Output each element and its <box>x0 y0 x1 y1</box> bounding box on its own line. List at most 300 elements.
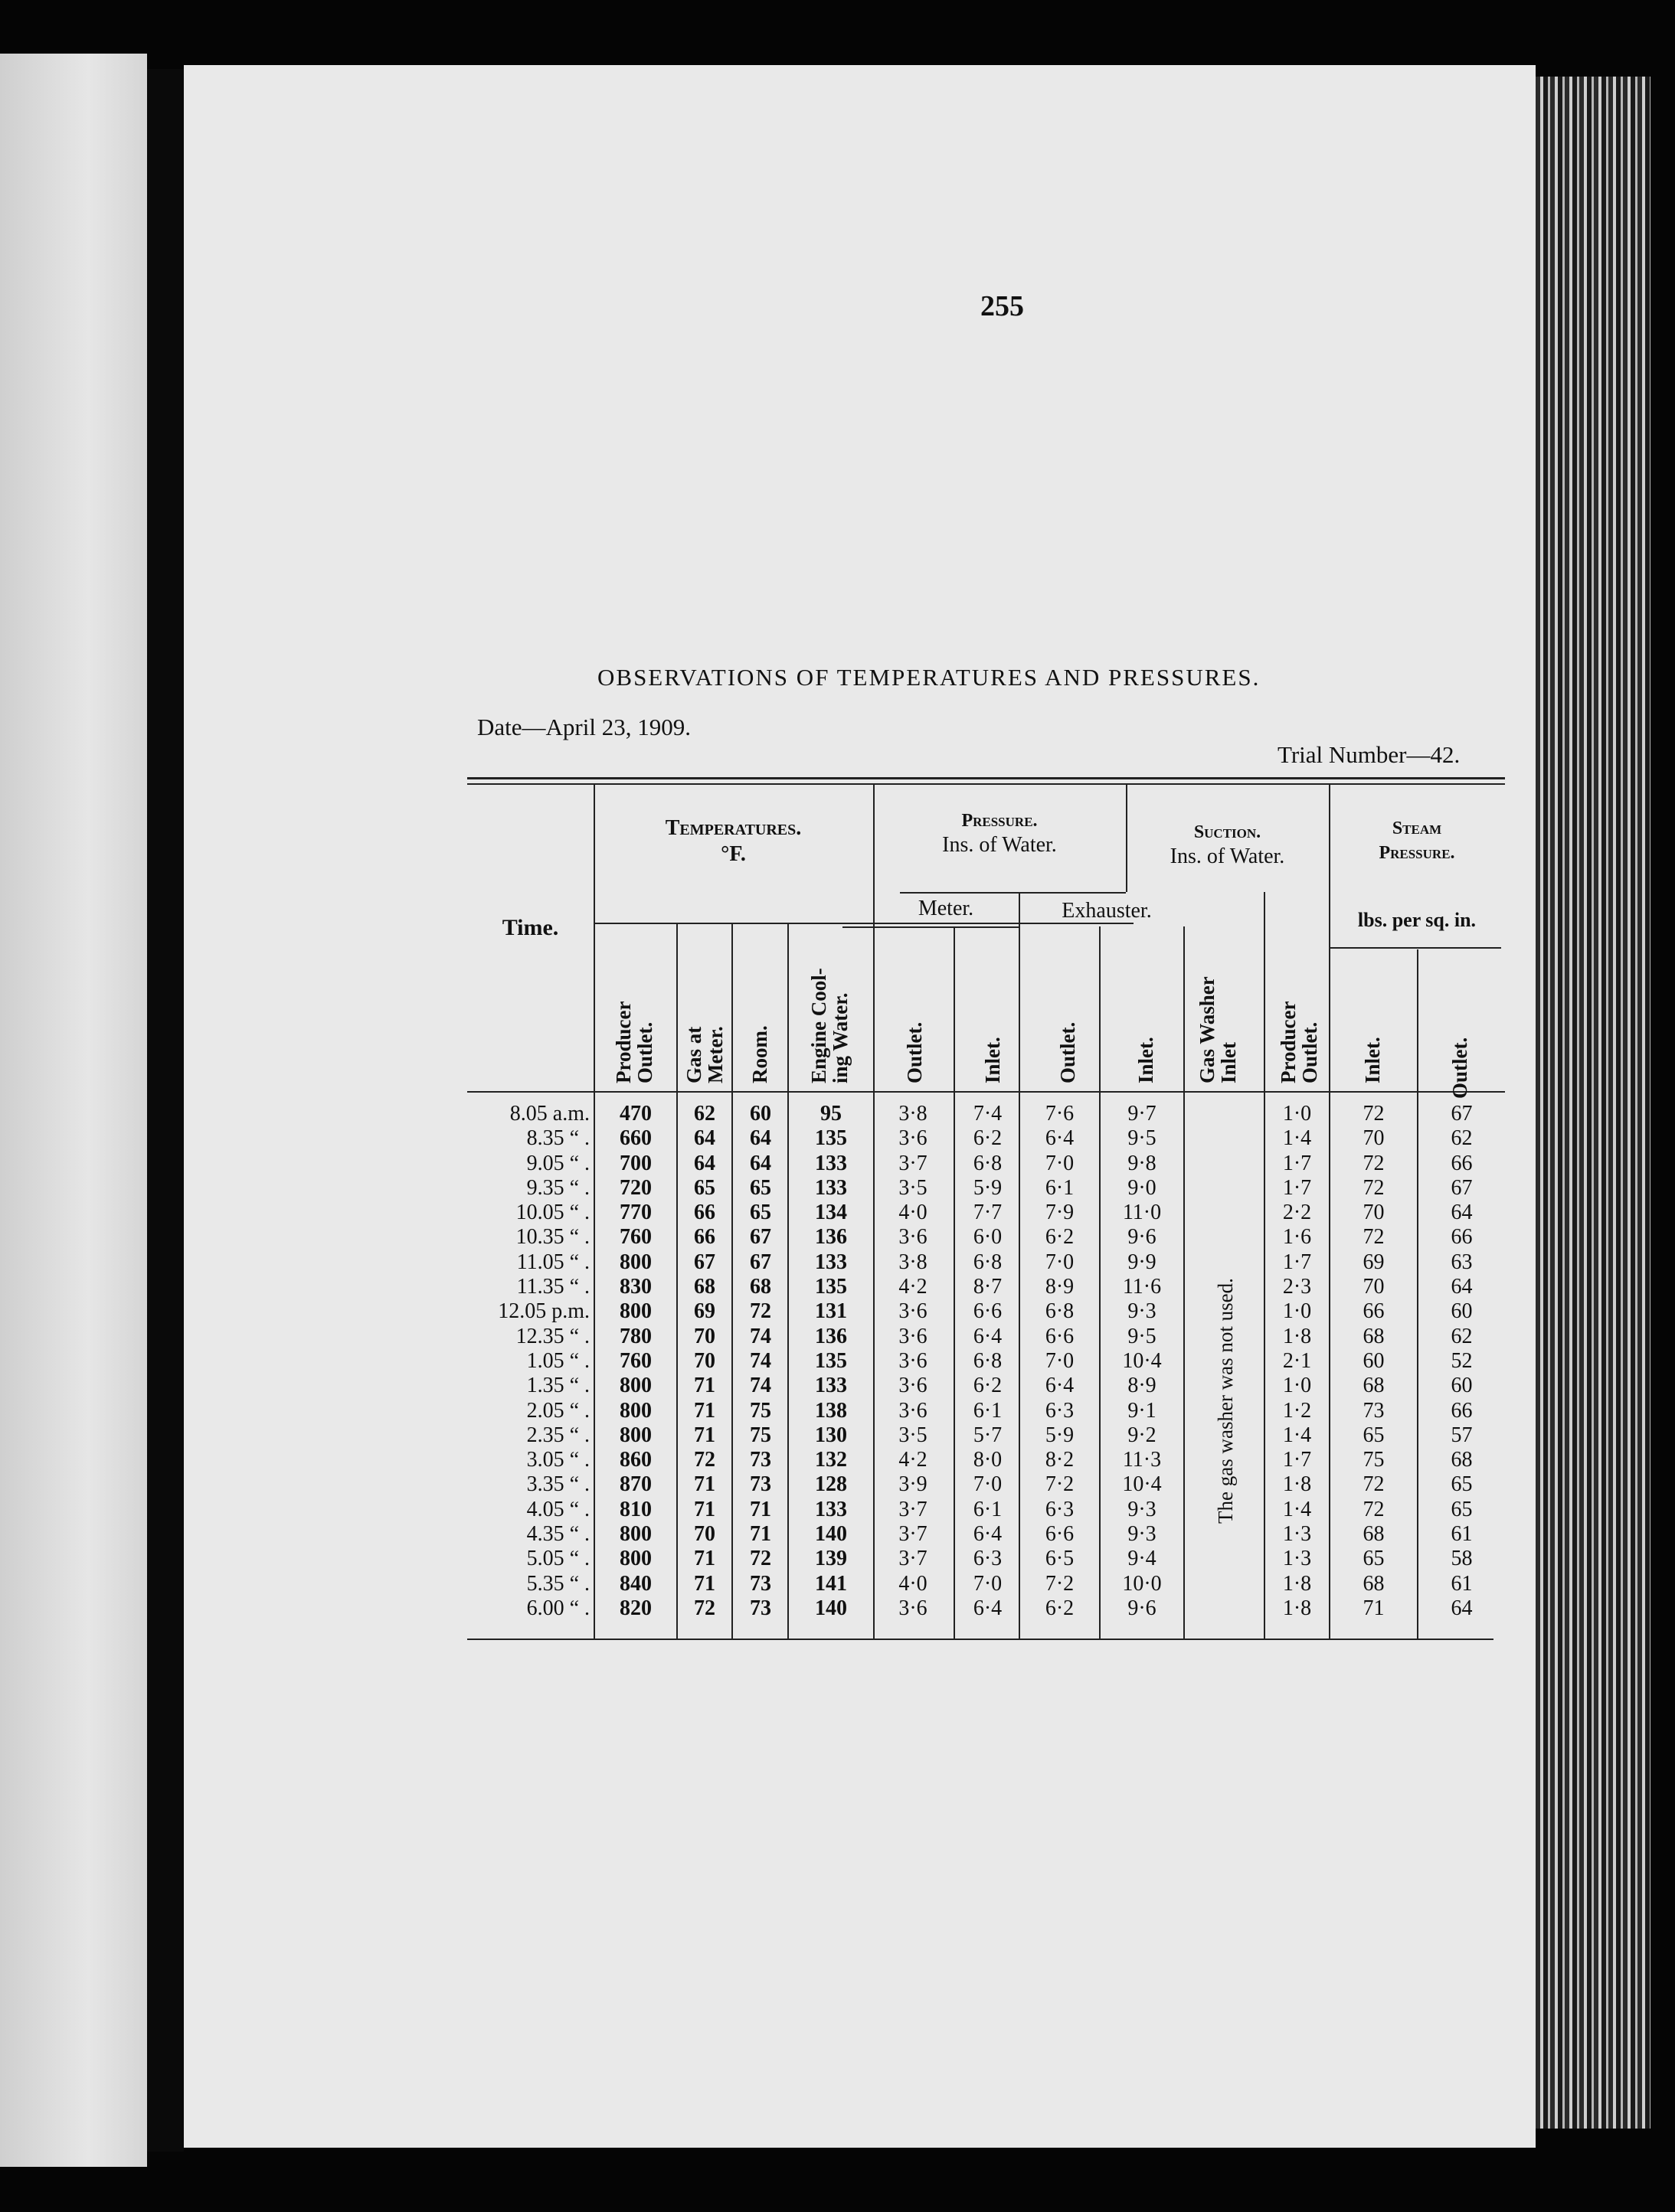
page-number: 255 <box>980 290 1024 322</box>
table-cell: 64 <box>1451 1275 1473 1299</box>
table-cell: 133 <box>815 1497 847 1521</box>
table-cell: 71 <box>694 1398 715 1423</box>
table-cell: 1·4 <box>1282 1423 1312 1447</box>
table-cell: 7·0 <box>1045 1151 1075 1175</box>
table-cell: 6·2 <box>973 1126 1003 1151</box>
table-cell: 60 <box>750 1102 771 1126</box>
table-cell: 68 <box>1363 1324 1385 1348</box>
table-cell: 1·7 <box>1282 1175 1312 1200</box>
header-suction-unit: Ins. of Water. <box>1170 845 1285 868</box>
table-cell: 660 <box>620 1126 652 1151</box>
header-meter: Meter. <box>918 897 974 920</box>
table-cell: 4·2 <box>898 1275 927 1299</box>
header-divider-2 <box>900 892 1126 894</box>
table-cell: 6·2 <box>1045 1225 1075 1250</box>
table-cell: 68 <box>1363 1571 1385 1596</box>
table-cell: 470 <box>620 1102 652 1126</box>
table-cell: 7·0 <box>1045 1348 1075 1373</box>
table-cell: 9·2 <box>1127 1423 1156 1447</box>
table-cell: 1.35 “ . <box>526 1374 590 1398</box>
table-cell: 67 <box>1451 1175 1473 1200</box>
table-cell: 5.05 “ . <box>526 1547 590 1571</box>
header-pressure: Pressure. <box>961 811 1038 831</box>
table-cell: 810 <box>620 1497 652 1521</box>
table-cell: 74 <box>750 1324 771 1348</box>
table-cell: 70 <box>694 1324 715 1348</box>
table-cell: 71 <box>1363 1596 1385 1620</box>
subheader-steam-outlet: Outlet. <box>1448 1037 1471 1099</box>
table-cell: 6.00 “ . <box>526 1596 590 1620</box>
table-cell: 95 <box>820 1102 842 1126</box>
observations-table <box>467 777 1505 1650</box>
table-cell: 9·7 <box>1127 1102 1156 1126</box>
table-cell: 73 <box>750 1472 771 1497</box>
table-cell: 68 <box>1363 1522 1385 1547</box>
table-cell: 6·8 <box>973 1250 1003 1274</box>
subheader-exhauster-inlet: Inlet. <box>1134 1037 1157 1083</box>
table-cell: 9·5 <box>1127 1324 1156 1348</box>
table-cell: 3·6 <box>898 1596 927 1620</box>
table-cell: 72 <box>1363 1102 1385 1126</box>
table-cell: 135 <box>815 1348 847 1373</box>
table-cell: 780 <box>620 1324 652 1348</box>
table-cell: 9·5 <box>1127 1126 1156 1151</box>
table-cell: 6·1 <box>973 1497 1003 1521</box>
table-cell: 1·7 <box>1282 1151 1312 1175</box>
table-cell: 6·3 <box>973 1547 1003 1571</box>
book-gutter <box>147 69 184 2152</box>
table-cell: 9·9 <box>1127 1250 1156 1274</box>
table-cell: 68 <box>1363 1374 1385 1398</box>
table-cell: 68 <box>750 1275 771 1299</box>
table-cell: 1·3 <box>1282 1547 1312 1571</box>
table-cell: 5·7 <box>973 1423 1003 1447</box>
table-cell: 68 <box>694 1275 715 1299</box>
table-cell: 72 <box>1363 1175 1385 1200</box>
header-suction: Suction. <box>1193 822 1261 842</box>
table-cell: 3·6 <box>898 1126 927 1151</box>
table-cell: 133 <box>815 1175 847 1200</box>
table-cell: 11·6 <box>1122 1275 1162 1299</box>
table-cell: 6·2 <box>973 1374 1003 1398</box>
table-cell: 74 <box>750 1374 771 1398</box>
table-cell: 71 <box>750 1522 771 1547</box>
table-cell: 72 <box>1363 1497 1385 1521</box>
table-cell: 8·9 <box>1127 1374 1156 1398</box>
table-cell: 134 <box>815 1201 847 1225</box>
table-cell: 1·3 <box>1282 1522 1312 1547</box>
table-cell: 138 <box>815 1398 847 1423</box>
table-cell: 133 <box>815 1374 847 1398</box>
table-cell: 132 <box>815 1448 847 1472</box>
table-cell: 58 <box>1451 1547 1473 1571</box>
vrule-3 <box>731 924 733 1639</box>
table-cell: 7·0 <box>973 1571 1003 1596</box>
trial-number: Trial Number—42. <box>1278 741 1461 768</box>
vrule-1 <box>594 785 595 1639</box>
table-bottom-rule <box>467 1639 1493 1640</box>
table-cell: 11·0 <box>1122 1201 1162 1225</box>
table-cell: 760 <box>620 1225 652 1250</box>
table-cell: 2.35 “ . <box>526 1423 590 1447</box>
table-cell: 70 <box>1363 1201 1385 1225</box>
table-cell: 62 <box>1451 1324 1473 1348</box>
table-cell: 60 <box>1451 1299 1473 1324</box>
table-cell: 3·6 <box>898 1225 927 1250</box>
table-cell: 6·6 <box>1045 1324 1075 1348</box>
table-cell: 71 <box>694 1472 715 1497</box>
table-cell: 61 <box>1451 1522 1473 1547</box>
subheader-room: Room. <box>748 1025 771 1083</box>
table-cell: 69 <box>694 1299 715 1324</box>
table-cell: 65 <box>1451 1472 1473 1497</box>
table-cell: 133 <box>815 1151 847 1175</box>
table-cell: 68 <box>1451 1448 1473 1472</box>
table-cell: 1·0 <box>1282 1374 1312 1398</box>
table-cell: 70 <box>1363 1275 1385 1299</box>
table-cell: 5·9 <box>973 1175 1003 1200</box>
table-cell: 1·0 <box>1282 1299 1312 1324</box>
header-exhauster: Exhauster. <box>1062 899 1152 923</box>
table-cell: 62 <box>1451 1126 1473 1151</box>
table-cell: 73 <box>750 1571 771 1596</box>
table-cell: 67 <box>750 1250 771 1274</box>
table-cell: 73 <box>750 1448 771 1472</box>
document-title: OBSERVATIONS OF TEMPERATURES AND PRESSURES. <box>597 664 1261 691</box>
table-cell: 8·0 <box>973 1448 1003 1472</box>
table-cell: 3·7 <box>898 1497 927 1521</box>
table-cell: 64 <box>750 1126 771 1151</box>
table-cell: 67 <box>750 1225 771 1250</box>
table-cell: 3·7 <box>898 1522 927 1547</box>
table-cell: 11.35 “ . <box>516 1275 590 1299</box>
table-cell: 3·8 <box>898 1102 927 1126</box>
column-producer-outlet <box>597 1102 674 1621</box>
table-cell: 800 <box>620 1522 652 1547</box>
table-cell: 6·6 <box>1045 1522 1075 1547</box>
table-cell: 135 <box>815 1275 847 1299</box>
table-cell: 8·9 <box>1045 1275 1075 1299</box>
table-cell: 65 <box>750 1201 771 1225</box>
table-cell: 9·8 <box>1127 1151 1156 1175</box>
table-cell: 4·0 <box>898 1201 927 1225</box>
table-cell: 10·4 <box>1122 1472 1162 1497</box>
table-cell: 66 <box>1451 1398 1473 1423</box>
column-exhauster-inlet <box>1101 1102 1183 1621</box>
subheader-exhauster-outlet: Outlet. <box>1056 1021 1079 1083</box>
table-cell: 10.35 “ . <box>515 1225 590 1250</box>
table-cell: 7·2 <box>1045 1472 1075 1497</box>
table-cell: 1·8 <box>1282 1596 1312 1620</box>
table-cell: 800 <box>620 1374 652 1398</box>
table-cell: 870 <box>620 1472 652 1497</box>
table-cell: 6·4 <box>973 1324 1003 1348</box>
subheader-engine-cooling-water: Engine Cool- ing Water. <box>807 968 852 1083</box>
header-bottom-rule <box>467 1091 1505 1093</box>
table-cell: 3·7 <box>898 1547 927 1571</box>
table-cell: 65 <box>1363 1547 1385 1571</box>
table-cell: 66 <box>694 1201 715 1225</box>
table-cell: 64 <box>694 1126 715 1151</box>
table-cell: 12.35 “ . <box>515 1324 590 1348</box>
column-engine-cooling-water <box>789 1102 873 1621</box>
table-cell: 4.05 “ . <box>526 1497 590 1521</box>
table-cell: 6·2 <box>1045 1596 1075 1620</box>
table-cell: 3.05 “ . <box>526 1448 590 1472</box>
table-cell: 66 <box>1451 1225 1473 1250</box>
table-cell: 141 <box>815 1571 847 1596</box>
table-cell: 6·5 <box>1045 1547 1075 1571</box>
table-cell: 128 <box>815 1472 847 1497</box>
table-cell: 3·6 <box>898 1299 927 1324</box>
subheader-steam-inlet: Inlet. <box>1361 1037 1384 1083</box>
table-cell: 72 <box>1363 1225 1385 1250</box>
table-cell: 6·4 <box>973 1522 1003 1547</box>
table-cell: 3·6 <box>898 1374 927 1398</box>
table-cell: 9.35 “ . <box>526 1175 590 1200</box>
table-cell: 136 <box>815 1225 847 1250</box>
header-steam: Steam <box>1392 818 1442 838</box>
table-cell: 800 <box>620 1299 652 1324</box>
table-cell: 65 <box>750 1175 771 1200</box>
table-cell: 700 <box>620 1151 652 1175</box>
table-cell: 9·6 <box>1127 1225 1156 1250</box>
header-steam-2: Pressure. <box>1379 843 1455 863</box>
column-time <box>467 1102 590 1621</box>
table-cell: 820 <box>620 1596 652 1620</box>
table-cell: 71 <box>694 1547 715 1571</box>
table-cell: 6·0 <box>973 1225 1003 1250</box>
table-cell: 800 <box>620 1547 652 1571</box>
page-stack-edges <box>1536 77 1650 2129</box>
table-cell: 1·8 <box>1282 1324 1312 1348</box>
subheader-meter-outlet: Outlet. <box>903 1021 926 1083</box>
table-cell: 3·5 <box>898 1423 927 1447</box>
table-cell: 6·4 <box>1045 1126 1075 1151</box>
table-cell: 11·3 <box>1122 1448 1162 1472</box>
header-divider-3 <box>842 926 1019 928</box>
table-cell: 10·0 <box>1122 1571 1162 1596</box>
table-cell: 9·0 <box>1127 1175 1156 1200</box>
table-cell: 2·3 <box>1282 1275 1312 1299</box>
table-cell: 75 <box>1363 1448 1385 1472</box>
table-cell: 133 <box>815 1250 847 1274</box>
table-cell: 3·6 <box>898 1348 927 1373</box>
table-cell: 69 <box>1363 1250 1385 1274</box>
table-cell: 6·8 <box>973 1151 1003 1175</box>
table-cell: 9·3 <box>1127 1299 1156 1324</box>
table-cell: 75 <box>750 1398 771 1423</box>
table-cell: 7·0 <box>1045 1250 1075 1274</box>
table-cell: 66 <box>1451 1151 1473 1175</box>
table-cell: 6·3 <box>1045 1497 1075 1521</box>
table-cell: 3·7 <box>898 1151 927 1175</box>
gas-washer-note: The gas washer was not used. <box>1214 1278 1237 1524</box>
table-cell: 12.05 p.m. <box>498 1299 590 1324</box>
column-gas-at-meter <box>678 1102 731 1621</box>
table-cell: 65 <box>1363 1423 1385 1447</box>
table-cell: 8.05 a.m. <box>509 1102 590 1126</box>
table-cell: 3·8 <box>898 1250 927 1274</box>
table-cell: 720 <box>620 1175 652 1200</box>
subheader-producer-outlet: Producer Outlet. <box>612 1001 656 1083</box>
vrule-10 <box>1183 926 1185 1639</box>
column-steam-inlet <box>1330 1102 1417 1621</box>
header-temperatures: Temperatures. <box>665 816 802 840</box>
column-room <box>734 1102 787 1621</box>
table-cell: 7·6 <box>1045 1102 1075 1126</box>
table-cell: 800 <box>620 1398 652 1423</box>
table-cell: 1.05 “ . <box>526 1348 590 1373</box>
table-cell: 1·4 <box>1282 1497 1312 1521</box>
table-cell: 860 <box>620 1448 652 1472</box>
table-cell: 3·9 <box>898 1472 927 1497</box>
table-cell: 6·4 <box>973 1596 1003 1620</box>
table-cell: 11.05 “ . <box>516 1250 590 1274</box>
table-cell: 1·8 <box>1282 1472 1312 1497</box>
table-cell: 6·8 <box>1045 1299 1075 1324</box>
table-cell: 72 <box>1363 1151 1385 1175</box>
column-suction-producer-outlet <box>1265 1102 1329 1621</box>
table-cell: 60 <box>1451 1374 1473 1398</box>
table-cell: 7·9 <box>1045 1201 1075 1225</box>
document-date: Date—April 23, 1909. <box>477 714 691 740</box>
table-top-rule-2 <box>467 783 1505 785</box>
table-cell: 72 <box>694 1596 715 1620</box>
table-cell: 62 <box>694 1102 715 1126</box>
column-meter-inlet <box>955 1102 1020 1621</box>
table-cell: 57 <box>1451 1423 1473 1447</box>
table-cell: 6·6 <box>973 1299 1003 1324</box>
book-page <box>184 65 1536 2148</box>
table-cell: 140 <box>815 1596 847 1620</box>
table-cell: 800 <box>620 1423 652 1447</box>
table-cell: 61 <box>1451 1571 1473 1596</box>
table-cell: 1·4 <box>1282 1126 1312 1151</box>
table-cell: 64 <box>1451 1201 1473 1225</box>
table-cell: 140 <box>815 1522 847 1547</box>
table-cell: 4·0 <box>898 1571 927 1596</box>
table-cell: 71 <box>694 1571 715 1596</box>
table-cell: 130 <box>815 1423 847 1447</box>
left-page-edge <box>0 54 147 2167</box>
header-steam-unit: lbs. per sq. in. <box>1357 909 1477 931</box>
table-cell: 9·4 <box>1127 1547 1156 1571</box>
subheader-suction-producer-outlet: Producer Outlet. <box>1277 1001 1321 1083</box>
table-cell: 8·2 <box>1045 1448 1075 1472</box>
table-cell: 9.05 “ . <box>526 1151 590 1175</box>
table-cell: 10·4 <box>1122 1348 1162 1373</box>
table-cell: 135 <box>815 1126 847 1151</box>
table-cell: 7·7 <box>973 1201 1003 1225</box>
table-top-rule <box>467 777 1505 779</box>
table-cell: 7·4 <box>973 1102 1003 1126</box>
table-cell: 4·2 <box>898 1448 927 1472</box>
table-cell: 1·2 <box>1282 1398 1312 1423</box>
table-cell: 7·0 <box>973 1472 1003 1497</box>
table-cell: 67 <box>1451 1102 1473 1126</box>
table-cell: 1·0 <box>1282 1102 1312 1126</box>
table-cell: 3.35 “ . <box>526 1472 590 1497</box>
table-cell: 131 <box>815 1299 847 1324</box>
table-cell: 64 <box>1451 1596 1473 1620</box>
table-cell: 70 <box>694 1348 715 1373</box>
table-cell: 64 <box>750 1151 771 1175</box>
subheader-gas-washer-inlet: Gas Washer Inlet <box>1196 976 1240 1083</box>
table-cell: 830 <box>620 1275 652 1299</box>
table-cell: 770 <box>620 1201 652 1225</box>
table-cell: 66 <box>1363 1299 1385 1324</box>
header-temperatures-unit: °F. <box>721 842 746 866</box>
table-cell: 71 <box>694 1497 715 1521</box>
table-cell: 75 <box>750 1423 771 1447</box>
table-cell: 6·8 <box>973 1348 1003 1373</box>
table-cell: 9·3 <box>1127 1522 1156 1547</box>
column-meter-outlet <box>875 1102 951 1621</box>
table-cell: 72 <box>750 1299 771 1324</box>
table-cell: 2.05 “ . <box>526 1398 590 1423</box>
table-cell: 72 <box>694 1448 715 1472</box>
table-cell: 760 <box>620 1348 652 1373</box>
table-cell: 136 <box>815 1324 847 1348</box>
table-cell: 72 <box>1363 1472 1385 1497</box>
table-cell: 5.35 “ . <box>526 1571 590 1596</box>
table-cell: 71 <box>694 1423 715 1447</box>
table-cell: 1·6 <box>1282 1225 1312 1250</box>
subheader-meter-inlet: Inlet. <box>981 1037 1004 1083</box>
table-cell: 73 <box>1363 1398 1385 1423</box>
table-cell: 840 <box>620 1571 652 1596</box>
table-cell: 73 <box>750 1596 771 1620</box>
table-cell: 71 <box>694 1374 715 1398</box>
table-cell: 6·1 <box>1045 1175 1075 1200</box>
table-cell: 6·4 <box>1045 1374 1075 1398</box>
table-cell: 9·1 <box>1127 1398 1156 1423</box>
table-cell: 139 <box>815 1547 847 1571</box>
header-time: Time. <box>502 915 559 940</box>
table-cell: 71 <box>750 1497 771 1521</box>
table-cell: 8.35 “ . <box>526 1126 590 1151</box>
table-cell: 66 <box>694 1225 715 1250</box>
header-divider-4 <box>1329 947 1501 949</box>
table-cell: 63 <box>1451 1250 1473 1274</box>
table-cell: 52 <box>1451 1348 1473 1373</box>
header-pressure-unit: Ins. of Water. <box>942 833 1057 857</box>
table-cell: 3·5 <box>898 1175 927 1200</box>
table-cell: 1·7 <box>1282 1448 1312 1472</box>
table-cell: 3·6 <box>898 1398 927 1423</box>
table-cell: 8·7 <box>973 1275 1003 1299</box>
table-cell: 7·2 <box>1045 1571 1075 1596</box>
table-cell: 2·2 <box>1282 1201 1312 1225</box>
table-cell: 10.05 “ . <box>515 1201 590 1225</box>
column-exhauster-outlet <box>1020 1102 1099 1621</box>
table-cell: 70 <box>694 1522 715 1547</box>
table-cell: 67 <box>694 1250 715 1274</box>
table-cell: 800 <box>620 1250 652 1274</box>
table-cell: 6·1 <box>973 1398 1003 1423</box>
table-cell: 9·6 <box>1127 1596 1156 1620</box>
table-cell: 72 <box>750 1547 771 1571</box>
table-cell: 5·9 <box>1045 1423 1075 1447</box>
table-cell: 2·1 <box>1282 1348 1312 1373</box>
table-cell: 70 <box>1363 1126 1385 1151</box>
table-cell: 4.35 “ . <box>526 1522 590 1547</box>
table-cell: 64 <box>694 1151 715 1175</box>
table-cell: 1·8 <box>1282 1571 1312 1596</box>
table-cell: 6·3 <box>1045 1398 1075 1423</box>
table-cell: 9·3 <box>1127 1497 1156 1521</box>
